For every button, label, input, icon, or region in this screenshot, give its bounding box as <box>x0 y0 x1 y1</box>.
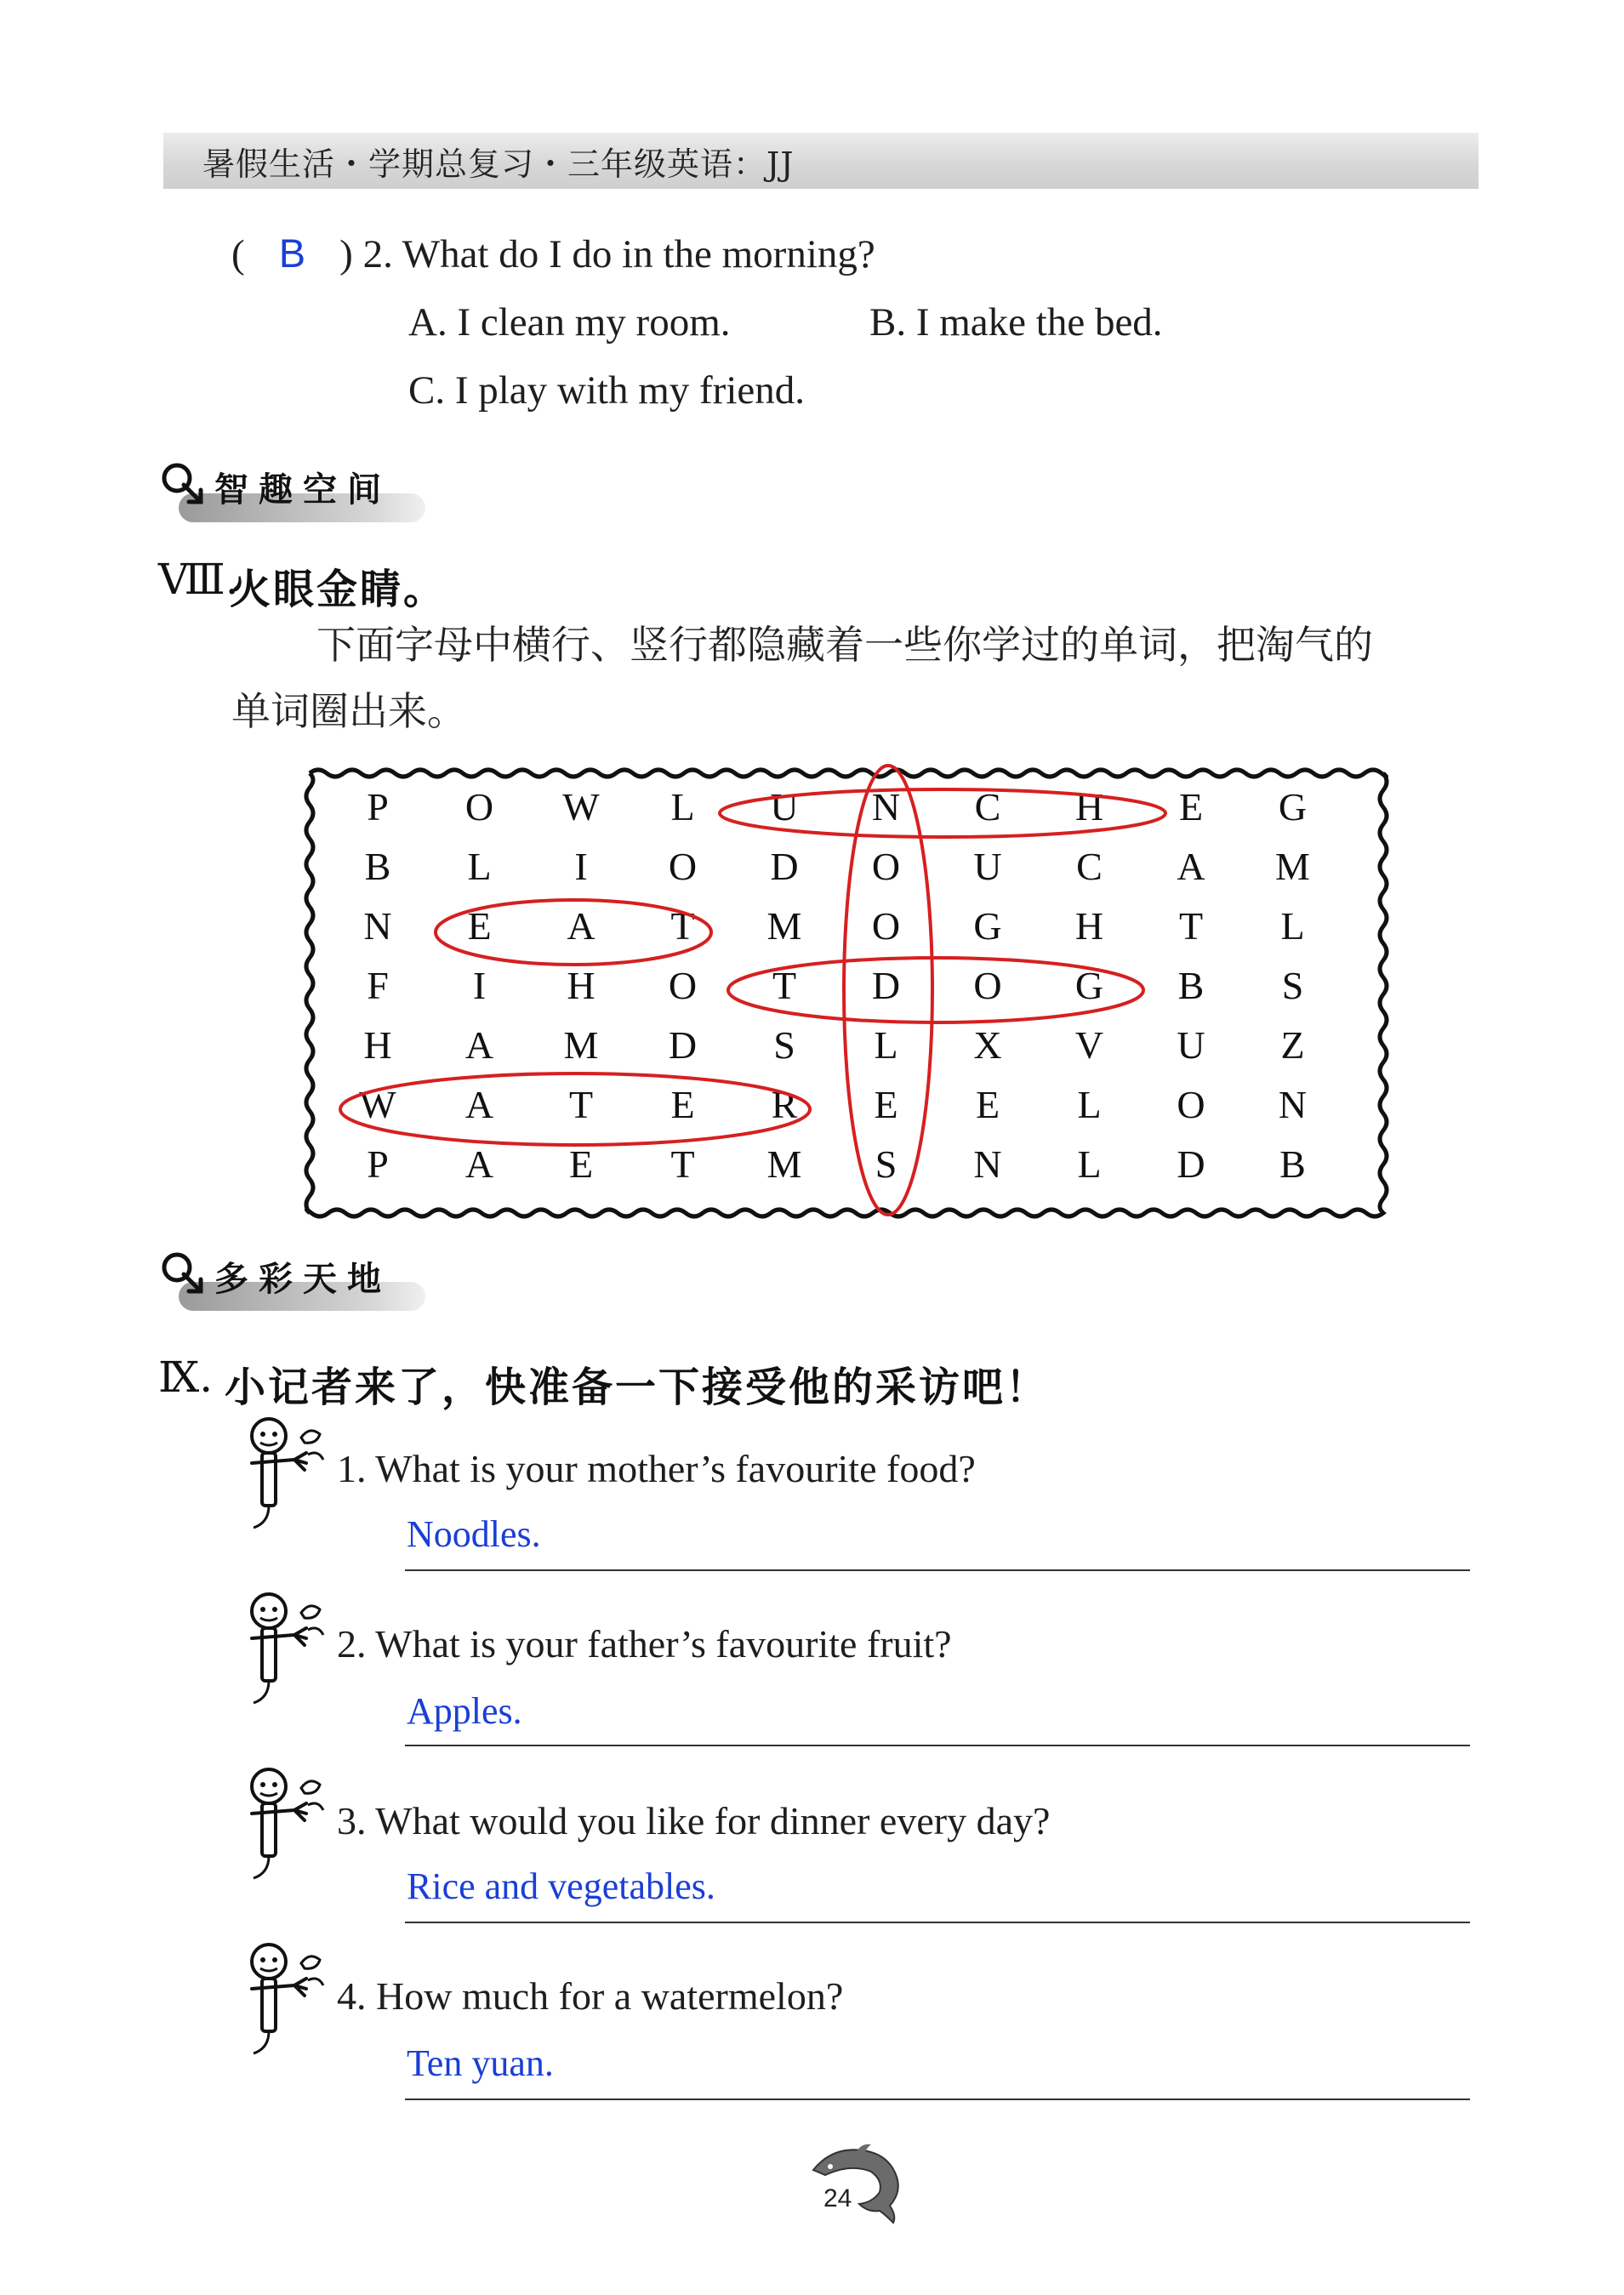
grid-letter: U <box>1177 1023 1205 1067</box>
grid-letter: M <box>1275 845 1310 888</box>
answer-line <box>405 1745 1470 1746</box>
reporter-microphone-icon <box>235 1938 337 2065</box>
section-badge-label: 智趣空间 <box>214 470 391 510</box>
grid-letter: A <box>464 1083 494 1126</box>
interview-answer: Ten yuan. <box>407 2042 554 2084</box>
paren-open: ( <box>231 232 245 276</box>
option-c: C. I play with my friend. <box>408 368 806 413</box>
header-title: 暑假生活・学期总复习・三年级英语：JJ <box>202 145 795 183</box>
grid-letter: A <box>1177 845 1205 888</box>
part-8-numeral: Ⅷ. <box>158 555 239 604</box>
grid-letter: F <box>367 964 389 1007</box>
grid-letter: O <box>973 964 1002 1007</box>
grid-letter: T <box>568 1083 594 1126</box>
grid-letter: D <box>668 1023 698 1067</box>
grid-letter: B <box>1177 964 1205 1007</box>
circle-noodles <box>844 766 932 1215</box>
reporter-microphone-icon <box>235 1412 337 1540</box>
grid-letter: D <box>1177 1142 1205 1186</box>
part-9-numeral: Ⅸ. <box>158 1353 214 1402</box>
grid-letter: G <box>973 904 1002 948</box>
grid-letter: E <box>874 1083 898 1126</box>
grid-letter: I <box>574 845 588 888</box>
grid-letter: B <box>1279 1142 1306 1186</box>
grid-letter: A <box>567 904 595 948</box>
grid-letter: M <box>563 1023 599 1067</box>
magnifier-pointer-icon <box>158 1249 209 1300</box>
circle-water <box>340 1073 810 1145</box>
grid-letter: H <box>567 964 595 1007</box>
grid-letter: X <box>973 1023 1002 1067</box>
grid-letter: V <box>1074 1023 1104 1067</box>
grid-letter: O <box>1177 1083 1205 1126</box>
page-number: 24 <box>823 2184 852 2212</box>
grid-letter: E <box>568 1142 594 1186</box>
grid-letter: N <box>1278 1083 1308 1126</box>
grid-letter: O <box>871 904 901 948</box>
grid-letter: D <box>770 845 799 888</box>
grid-letter: S <box>875 1142 897 1186</box>
grid-letter: E <box>1178 785 1204 829</box>
grid-letter: L <box>670 785 695 829</box>
grid-letter: S <box>1281 964 1304 1007</box>
grid-letter: G <box>1278 785 1308 829</box>
grid-letter: M <box>766 1142 802 1186</box>
grid-letter: I <box>472 964 487 1007</box>
grid-letter: R <box>771 1083 798 1126</box>
grid-letter: T <box>772 964 797 1007</box>
grid-letter: Z <box>1280 1023 1305 1067</box>
grid-letter: N <box>871 785 901 829</box>
grid-letter: B <box>364 845 391 888</box>
circle-eat <box>436 900 711 965</box>
question-2-answer: B <box>278 231 306 276</box>
grid-letter: E <box>975 1083 1000 1126</box>
grid-letter: W <box>562 785 600 829</box>
interview-answer: Rice and vegetables. <box>407 1865 715 1907</box>
part-8-instruction-2: 单词圈出来。 <box>231 688 466 734</box>
question-2-text: 2. What do I do in the morning? <box>362 232 875 276</box>
answer-line <box>405 1922 1470 1923</box>
grid-letter: U <box>770 785 799 829</box>
grid-letter: O <box>464 785 494 829</box>
interview-question: 3. What would you like for dinner every day? <box>337 1799 1051 1842</box>
grid-letter: T <box>670 904 695 948</box>
grid-letter: W <box>359 1083 396 1126</box>
grid-letter: L <box>1077 1142 1102 1186</box>
reporter-microphone-icon <box>235 1587 337 1715</box>
grid-letter: N <box>973 1142 1002 1186</box>
grid-letter: L <box>874 1023 898 1067</box>
interview-answer: Noodles. <box>407 1513 541 1555</box>
grid-letter: O <box>668 845 698 888</box>
grid-letter: C <box>1076 845 1103 888</box>
part-9-title: 小记者来了，快准备一下接受他的采访吧！ <box>225 1364 1050 1411</box>
grid-letter: N <box>363 904 392 948</box>
grid-letter: E <box>670 1083 695 1126</box>
grid-letter: P <box>367 785 389 829</box>
answer-line <box>405 1569 1470 1571</box>
grid-letter: H <box>1074 904 1104 948</box>
grid-letter: P <box>367 1142 389 1186</box>
grid-letter: L <box>467 845 492 888</box>
grid-letter: G <box>1074 964 1104 1007</box>
grid-letter: M <box>766 904 802 948</box>
option-b: B. I make the bed. <box>869 300 1163 345</box>
option-a: A. I clean my room. <box>408 300 731 345</box>
grid-letter: D <box>871 964 901 1007</box>
grid-letter: T <box>670 1142 695 1186</box>
answer-line <box>405 2099 1470 2100</box>
circle-hotdog <box>728 958 1143 1022</box>
section-badge-label-2: 多彩天地 <box>214 1260 391 1299</box>
part-8-title: 火眼金睛。 <box>230 566 447 613</box>
grid-letter: H <box>363 1023 392 1067</box>
interview-question: 4. How much for a watermelon? <box>337 1974 844 2018</box>
grid-letter: T <box>1178 904 1204 948</box>
grid-letter: U <box>973 845 1002 888</box>
paren-close: ) <box>339 232 353 276</box>
grid-letter: S <box>773 1023 795 1067</box>
grid-letter: L <box>1280 904 1305 948</box>
grid-letter: A <box>464 1142 494 1186</box>
circle-lunch <box>720 789 1165 837</box>
grid-letter: L <box>1077 1083 1102 1126</box>
interview-answer: Apples. <box>407 1690 522 1732</box>
grid-letter: A <box>464 1023 494 1067</box>
grid-letter: O <box>871 845 901 888</box>
interview-question: 2. What is your father’s favourite fruit? <box>337 1622 952 1666</box>
reporter-microphone-icon <box>235 1763 337 1890</box>
grid-letter: E <box>467 904 492 948</box>
grid-letter: C <box>974 785 1001 829</box>
grid-letter: H <box>1074 785 1104 829</box>
grid-letter: O <box>668 964 698 1007</box>
interview-question: 1. What is your mother’s favourite food? <box>337 1447 976 1490</box>
part-8-instruction-1: 下面字母中横行、竖行都隐藏着一些你学过的单词，把淘气的 <box>316 622 1373 668</box>
